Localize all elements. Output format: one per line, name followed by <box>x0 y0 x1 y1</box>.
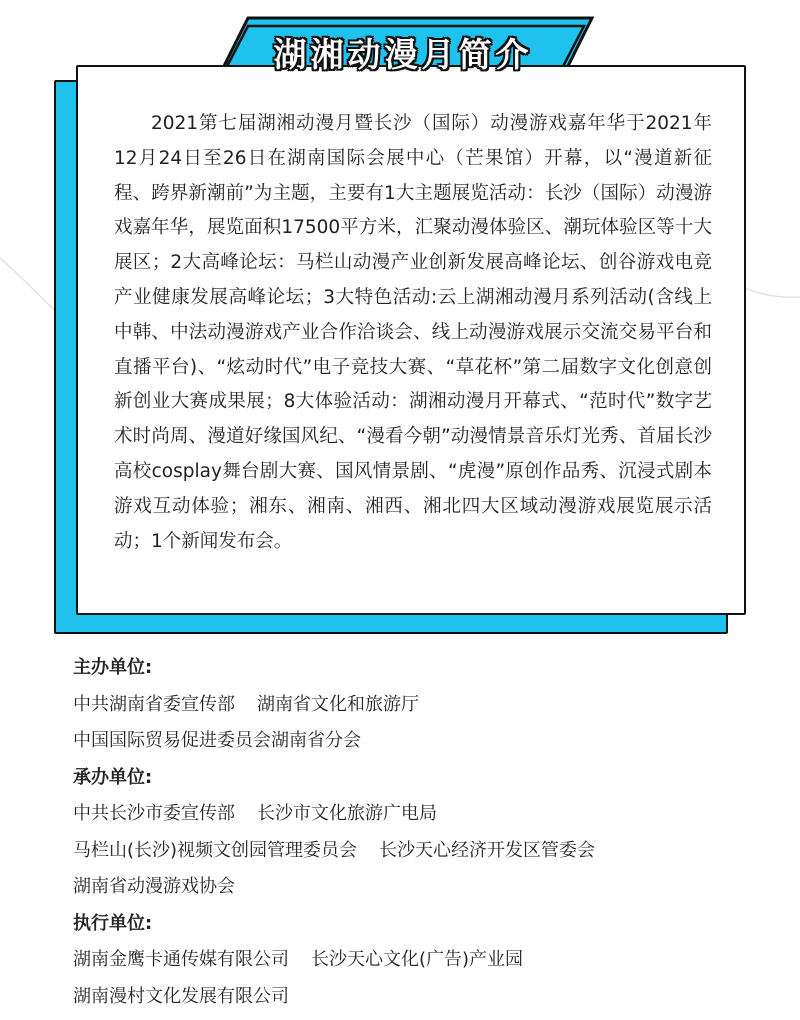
execute-org: 湖南漫村文化发展有限公司 <box>73 985 289 1007</box>
undertake-org: 长沙市文化旅游广电局 <box>257 803 437 824</box>
undertake-org: 马栏山(长沙)视频文创园管理委员会 <box>73 839 358 861</box>
intro-card <box>76 65 746 615</box>
intro-text: 2021第七届湖湘动漫月暨长沙（国际）动漫游戏嘉年华于2021年12月24日至26日在湖南国际会展中心（芒果馆）开幕，以“漫道新征程、跨界新潮前”为主题，主要有1大主题展览活动：长沙（国际）动漫游戏嘉年华，展览面积17500平方米，汇聚动漫体验区、潮玩体验区等十大展区；2大高峰论坛：马栏山动漫产业创新发展高峰论坛、创谷游戏电竞产业健康发展高峰论坛；3大特色活动:云上湖湘动漫月系列活动(含线上中韩、中法动漫游戏产业合作洽谈会、线上动漫游戏展示交流交易平台和直播平台)、“炫动时代”电子竞技大赛、“草花杯”第二届数字文化创意创新创业大赛成果展；8大体验活动：湖湘动漫月开幕式、“范时代”数字艺术时尚周、漫道好缘国风纪、“漫看今朝”动漫情景音乐灯光秀、首届长沙高校cosplay舞台剧大赛、国风情景剧、“虎漫”原创作品秀、沉浸式剧本游戏互动体验；湘东、湘南、湘西、湘北四大区域动漫游戏展览展示活动；1个新闻发布会。 <box>114 113 712 552</box>
undertake-line-1 <box>73 796 773 833</box>
undertake-org: 长沙天心经济开发区管委会 <box>379 839 596 861</box>
host-org: 湖南省文化和旅游厅 <box>257 693 419 715</box>
host-line-1 <box>73 687 773 724</box>
execute-org: 湖南金鹰卡通传媒有限公司 <box>73 949 289 970</box>
execute-heading: 执行单位: <box>73 912 153 934</box>
undertake-org: 中共长沙市委宣传部 <box>73 803 235 824</box>
host-heading: 主办单位: <box>73 657 153 678</box>
execute-line-1 <box>73 942 773 979</box>
host-line-2 <box>73 723 773 760</box>
undertake-line-2 <box>73 833 773 870</box>
undertake-heading: 承办单位: <box>73 766 153 788</box>
page-title: 湖湘动漫月简介 <box>273 34 533 74</box>
host-org: 中共湖南省委宣传部 <box>73 693 235 715</box>
undertake-org: 湖南省动漫游戏协会 <box>73 876 235 897</box>
organizers-section <box>73 650 773 1015</box>
host-org: 中国国际贸易促进委员会湖南省分会 <box>73 730 361 751</box>
undertake-line-3 <box>73 869 773 906</box>
execute-org: 长沙天心文化(广告)产业园 <box>311 949 524 970</box>
execute-line-2 <box>73 979 773 1016</box>
